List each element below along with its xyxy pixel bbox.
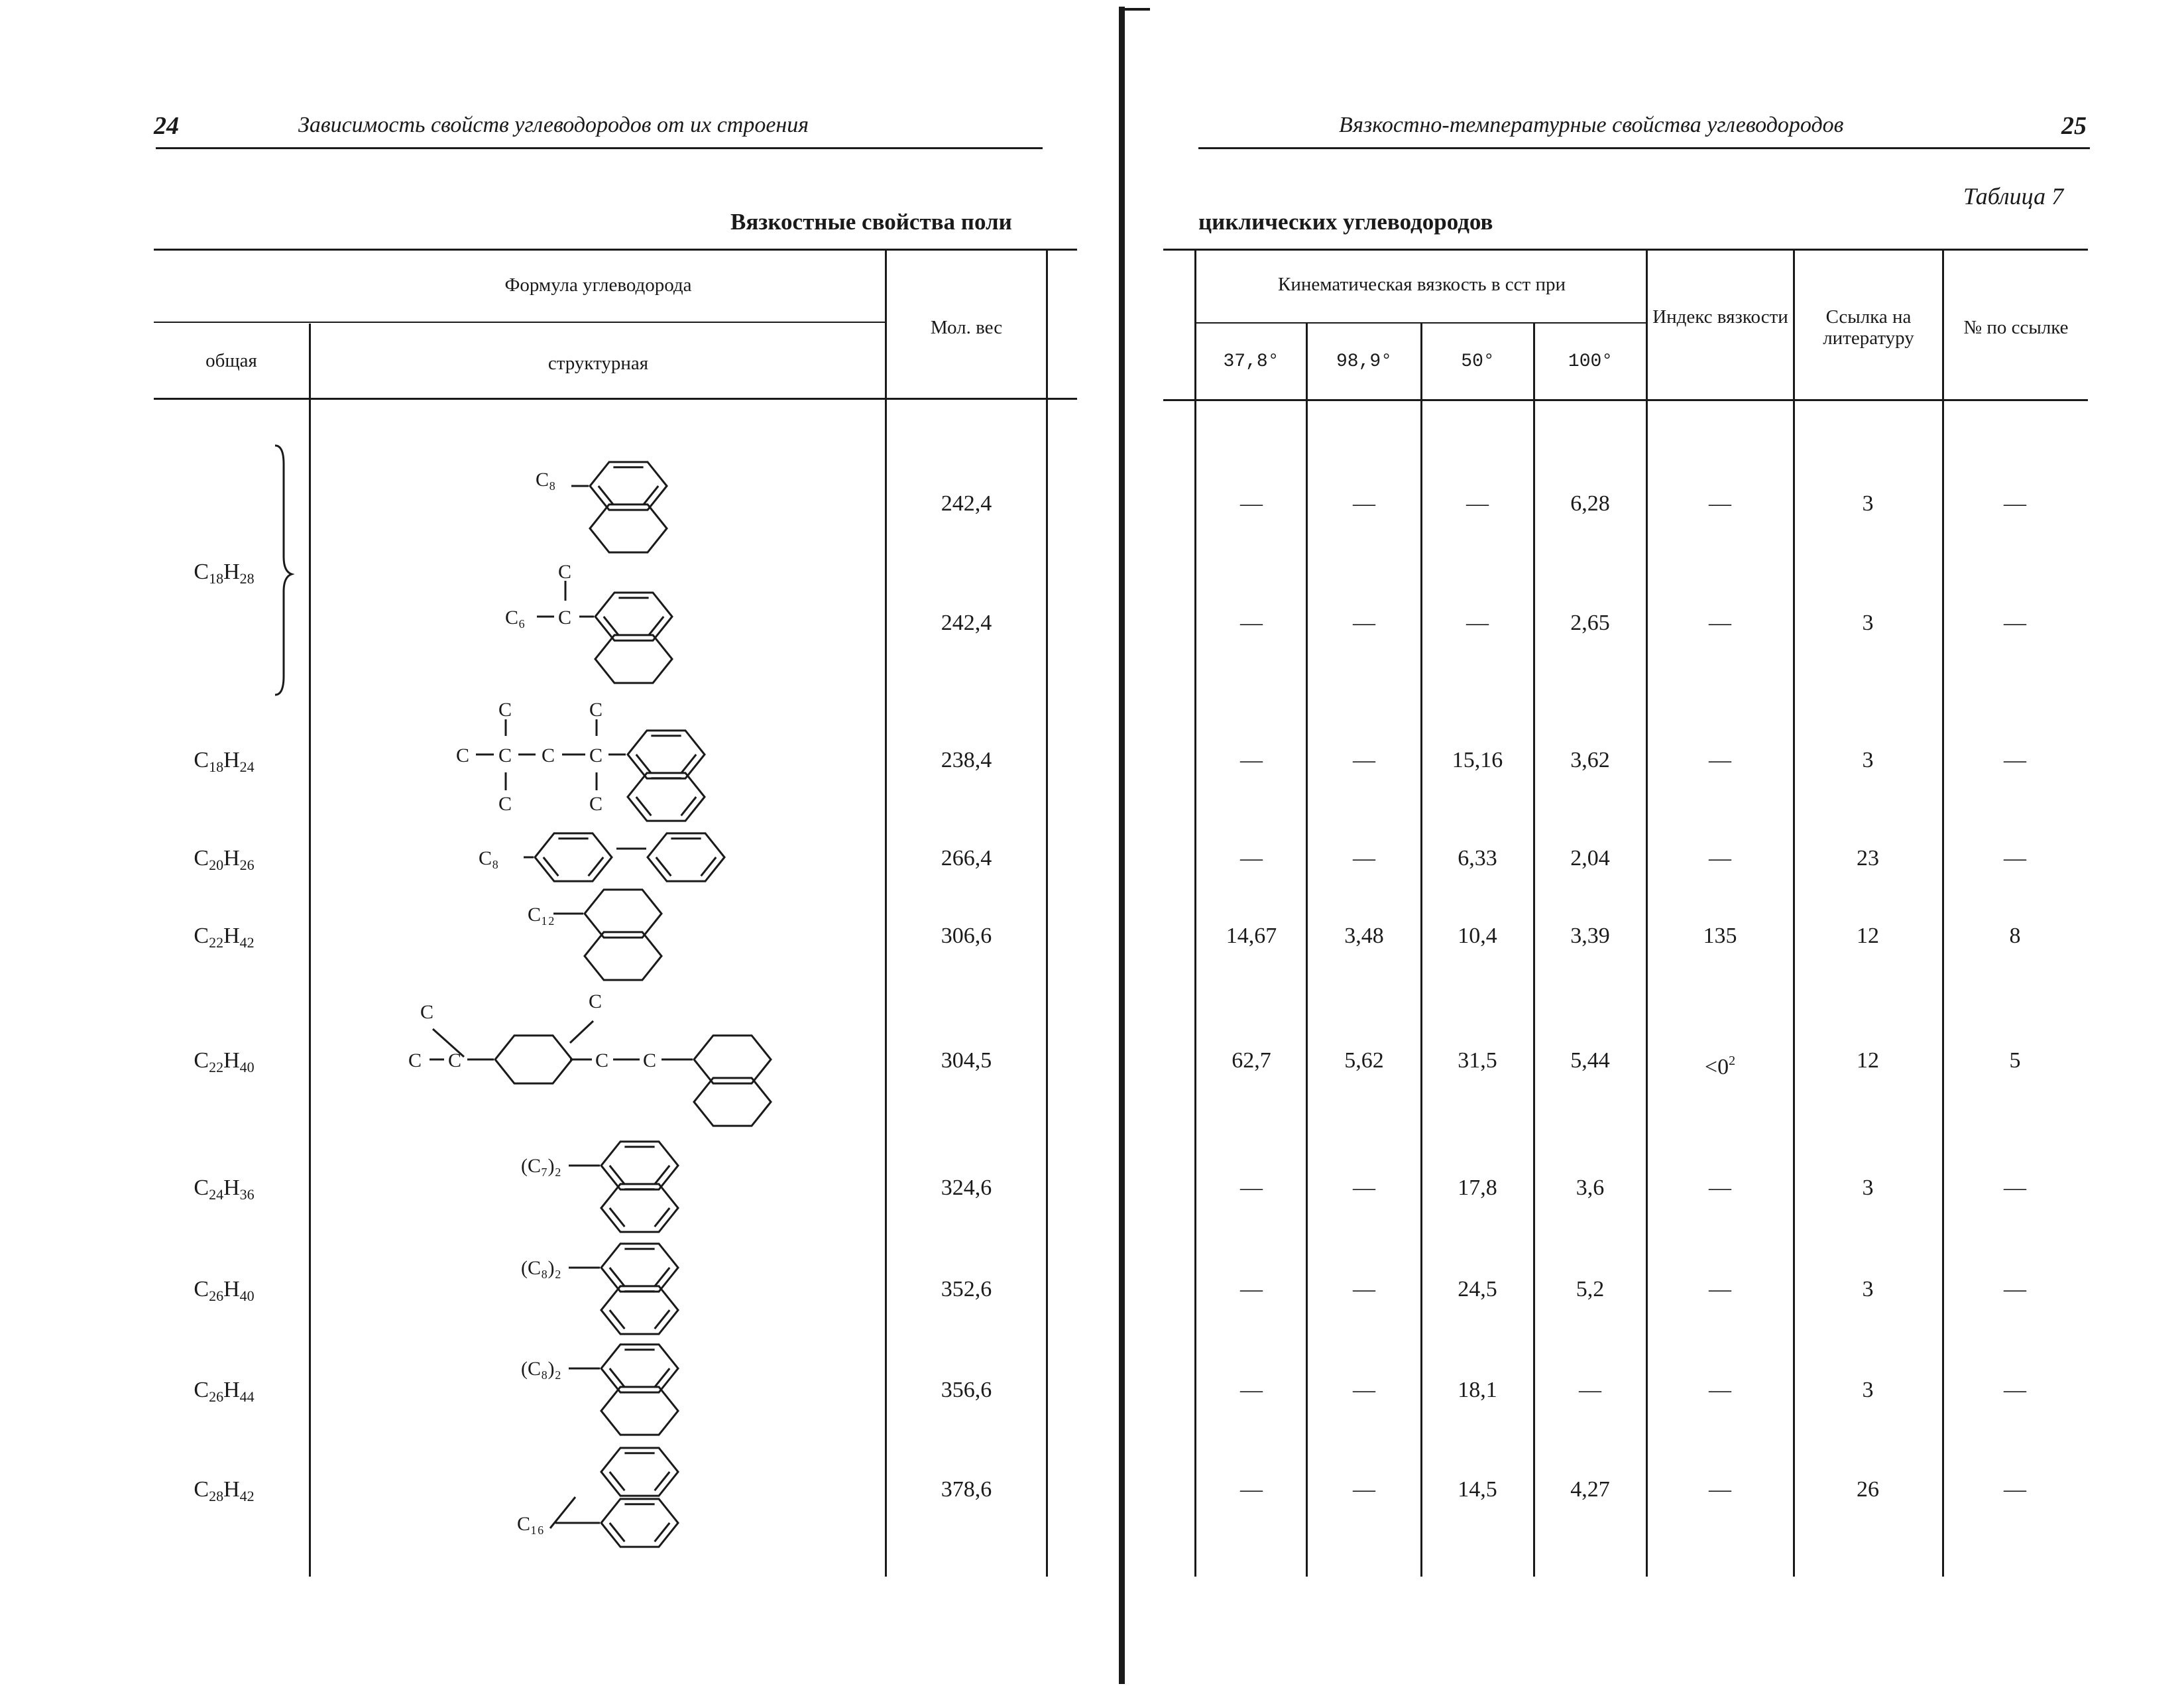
cell-refno: [1959, 610, 2071, 636]
ring-shape: [628, 731, 705, 778]
label-c8-2-r8: (C₈)₂: [521, 1257, 561, 1279]
cell-v50: [1421, 1276, 1534, 1303]
cell-value: —: [1709, 846, 1731, 871]
header-kinematic: Кинематическая вязкость в сст при: [1278, 274, 1566, 295]
cell-value: 5,62: [1344, 1048, 1384, 1073]
ring-shape: [495, 1036, 572, 1083]
cell-value: 14,5: [1458, 1477, 1497, 1502]
formula-row-1: $C_{18}H_{28}$: [194, 560, 255, 587]
label-c-r2b: C: [558, 607, 572, 629]
cell-v378: [1195, 1377, 1308, 1404]
cell-refno: [1959, 845, 2071, 872]
mw-row-4: 266,4: [941, 846, 992, 871]
cell-ref: [1811, 1276, 1924, 1303]
cell-ref: [1811, 923, 1924, 949]
cell-value: 18,1: [1458, 1378, 1497, 1402]
label-c-r3f: C: [589, 745, 603, 766]
cell-v378: [1195, 1276, 1308, 1303]
gutter-top-edge: [1120, 8, 1150, 11]
cell-value: 6,33: [1458, 846, 1497, 871]
cell-value: 3: [1862, 611, 1874, 635]
label-c-r3c: C: [456, 745, 470, 766]
label-c-r6a: C: [420, 1001, 434, 1023]
cell-refno: [1959, 1377, 2071, 1404]
cell-vi: [1664, 845, 1776, 872]
cell-v50: [1421, 923, 1534, 949]
cell-value: —: [1579, 1378, 1601, 1402]
formula-row-7: $C_{24}H_{36}$: [194, 1175, 255, 1203]
cell-v378: [1195, 923, 1308, 949]
cell-value: —: [1353, 1277, 1375, 1301]
label-c16-r10: C₁₆: [517, 1513, 544, 1535]
cell-value: —: [1240, 491, 1263, 516]
ring-shape: [694, 1036, 771, 1083]
cell-value: —: [1709, 491, 1731, 516]
cell-ref: [1811, 610, 1924, 636]
header-ref-number: № по ссылке: [1963, 317, 2069, 338]
cell-value: —: [1466, 611, 1489, 635]
ring-shape: [590, 462, 667, 510]
cell-value: —: [1353, 1477, 1375, 1502]
label-c-r6f: C: [643, 1050, 657, 1071]
cell-vi: [1664, 491, 1776, 517]
ring-shape: [601, 1448, 678, 1496]
mw-row-9: 356,6: [941, 1378, 992, 1402]
ring-shape: [694, 1078, 771, 1126]
cell-footnote: 2: [1729, 1054, 1736, 1068]
cell-value: 3: [1862, 1378, 1874, 1402]
formula-row-8: $C_{26}H_{40}$: [194, 1277, 255, 1304]
header-literature-ref: Ссылка на литературу: [1823, 306, 1914, 349]
label-c12-r5: C₁₂: [528, 904, 555, 926]
cell-refno: [1959, 923, 2071, 949]
label-c-r3d: C: [498, 745, 512, 766]
cell-v100: [1534, 845, 1646, 872]
header-temp-50: 50°: [1461, 351, 1495, 372]
cell-ref: [1811, 1476, 1924, 1503]
mw-row-3: 238,4: [941, 748, 992, 772]
formula-row-3: $C_{18}H_{24}$: [194, 748, 255, 775]
ring-shape: [601, 1387, 678, 1435]
page-number-left: 24: [154, 112, 179, 140]
col-divider-r6: [1793, 251, 1795, 1577]
cell-v100: [1534, 1175, 1646, 1201]
cell-value: —: [1240, 1477, 1263, 1502]
cell-value: —: [2004, 846, 2026, 871]
cell-value: —: [1709, 1378, 1731, 1402]
cell-vi: [1664, 923, 1776, 949]
table-title-right: циклических углеводородов: [1198, 209, 1493, 235]
label-c7-2-r7: (C₇)₂: [521, 1155, 561, 1177]
formula-row-10: $C_{28}H_{42}$: [194, 1477, 255, 1504]
head-rule-right: [1198, 147, 2090, 149]
cell-value: 10,4: [1458, 924, 1497, 948]
ring-shape: [585, 890, 661, 937]
cell-v989: [1308, 1276, 1420, 1303]
cell-vi: [1664, 1377, 1776, 1404]
cell-v50: [1421, 1048, 1534, 1074]
cell-v378: [1195, 845, 1308, 872]
ring-shape: [601, 1244, 678, 1292]
table-title-left: Вязкостные свойства поли: [730, 209, 1012, 235]
cell-value: —: [1240, 1175, 1263, 1200]
ring-shape: [590, 505, 667, 552]
cell-v989: [1308, 845, 1420, 872]
ring-shape: [595, 635, 672, 683]
cell-v989: [1308, 747, 1420, 774]
cell-value: 26: [1857, 1477, 1879, 1502]
cell-v378: [1195, 1175, 1308, 1201]
cell-value: —: [2004, 1477, 2026, 1502]
cell-value: —: [1240, 611, 1263, 635]
cell-v989: [1308, 923, 1420, 949]
header-general: общая: [205, 350, 257, 371]
cell-v989: [1308, 1175, 1420, 1201]
ring-shape: [535, 833, 612, 881]
label-c-r3b: C: [589, 699, 603, 721]
cell-value: 3,48: [1344, 924, 1384, 948]
cell-value: 3: [1862, 1277, 1874, 1301]
cell-refno: [1959, 747, 2071, 774]
cell-refno: [1959, 491, 2071, 517]
label-c6-r2: C₆: [505, 607, 526, 629]
cell-ref: [1811, 1048, 1924, 1074]
ring-shape: [601, 1499, 678, 1547]
cell-refno: [1959, 1276, 2071, 1303]
label-c-r6e: C: [595, 1050, 609, 1071]
ring-shape: [585, 932, 661, 980]
cell-refno: [1959, 1048, 2071, 1074]
cell-value: —: [1709, 611, 1731, 635]
page-number-right: 25: [2061, 112, 2087, 140]
cell-value: —: [1353, 748, 1375, 772]
cell-v989: [1308, 610, 1420, 636]
cell-v100: [1534, 923, 1646, 949]
label-c8-2-r9: (C₈)₂: [521, 1358, 561, 1380]
cell-v100: [1534, 491, 1646, 517]
formula-row-5: $C_{22}H_{42}$: [194, 924, 255, 951]
cell-value: —: [2004, 1175, 2026, 1200]
cell-value: 3: [1862, 748, 1874, 772]
book-gutter: [1119, 7, 1125, 1684]
ring-shape: [595, 593, 672, 640]
cell-ref: [1811, 845, 1924, 872]
cell-ref: [1811, 491, 1924, 517]
cell-v50: [1421, 610, 1534, 636]
cell-ref: [1811, 747, 1924, 774]
cell-refno: [1959, 1476, 2071, 1503]
cell-value: 31,5: [1458, 1048, 1497, 1073]
cell-v50: [1421, 1377, 1534, 1404]
cell-value: —: [1709, 1277, 1731, 1301]
cell-value: 5: [2009, 1048, 2021, 1073]
cell-value: 14,67: [1226, 924, 1277, 948]
cell-value: —: [1709, 1477, 1731, 1502]
cell-v100: [1534, 1476, 1646, 1503]
cell-vi: [1664, 1476, 1776, 1503]
cell-vi: [1664, 747, 1776, 774]
cell-value: 3,62: [1570, 748, 1610, 772]
cell-value: —: [1240, 1378, 1263, 1402]
cell-value: 3,6: [1576, 1175, 1605, 1200]
label-c-r3g: C: [498, 793, 512, 815]
cell-v50: [1421, 1175, 1534, 1201]
cell-v50: [1421, 1476, 1534, 1503]
mw-row-8: 352,6: [941, 1277, 992, 1301]
label-c-r6c: C: [448, 1050, 462, 1071]
cell-value: —: [2004, 1277, 2026, 1301]
cell-v378: [1195, 1476, 1308, 1503]
cell-v989: [1308, 1048, 1420, 1074]
mw-row-7: 324,6: [941, 1175, 992, 1200]
formula-row-9: $C_{26}H_{44}$: [194, 1378, 255, 1405]
table-top-rule-right: [1163, 249, 2088, 251]
cell-vi: [1664, 1175, 1776, 1201]
label-c-r6d: C: [589, 991, 603, 1012]
cell-ref: [1811, 1175, 1924, 1201]
running-head-right: Вязкостно-температурные свойства углеводородов: [1339, 113, 1844, 137]
header-bottom-rule-right: [1163, 399, 2088, 401]
label-c8-r4: C₈: [479, 847, 499, 869]
cell-value: 62,7: [1232, 1048, 1271, 1073]
cell-value: —: [1709, 748, 1731, 772]
running-head-left: Зависимость свойств углеводородов от их строения: [298, 113, 809, 137]
mw-row-1: 242,4: [941, 491, 992, 516]
cell-value: 135: [1703, 924, 1737, 948]
cell-v100: [1534, 1276, 1646, 1303]
label-c-r6b: C: [408, 1050, 422, 1071]
table-label: Таблица 7: [1963, 183, 2064, 210]
cell-value: 17,8: [1458, 1175, 1497, 1200]
ring-shape: [601, 1184, 678, 1232]
cell-vi: [1664, 1276, 1776, 1303]
cell-v100: [1534, 747, 1646, 774]
cell-value: 2,65: [1570, 611, 1610, 635]
header-temp-378: 37,8°: [1223, 351, 1279, 372]
header-temp-989: 98,9°: [1336, 351, 1392, 372]
header-temp-100: 100°: [1568, 351, 1613, 372]
cell-vi: [1664, 610, 1776, 636]
ring-shape: [648, 833, 724, 881]
cell-value: —: [1709, 1175, 1731, 1200]
cell-value: 8: [2009, 924, 2021, 948]
cell-v989: [1308, 491, 1420, 517]
cell-value: —: [1353, 1175, 1375, 1200]
cell-v989: [1308, 1377, 1420, 1404]
formula-row-6: $C_{22}H_{40}$: [194, 1048, 255, 1075]
cell-value: —: [1353, 491, 1375, 516]
header-structural: структурная: [547, 353, 649, 374]
cell-value: —: [1353, 611, 1375, 635]
label-c-r3a: C: [498, 699, 512, 721]
mw-row-10: 378,6: [941, 1477, 992, 1502]
label-c8-r1: C₈: [536, 469, 556, 491]
mw-row-2: 242,4: [941, 611, 992, 635]
cell-value: 3: [1862, 1175, 1874, 1200]
cell-value: 15,16: [1452, 748, 1503, 772]
cell-v378: [1195, 610, 1308, 636]
cell-value: —: [1353, 846, 1375, 871]
cell-value: —: [1466, 491, 1489, 516]
cell-value: —: [2004, 611, 2026, 635]
cell-v378: [1195, 491, 1308, 517]
label-c-r3h: C: [589, 793, 603, 815]
cell-v378: [1195, 1048, 1308, 1074]
cell-value: 4,27: [1570, 1477, 1610, 1502]
mw-row-5: 306,6: [941, 924, 992, 948]
cell-v378: [1195, 747, 1308, 774]
cell-ref: [1811, 1377, 1924, 1404]
formula-row-4: $C_{20}H_{26}$: [194, 846, 255, 873]
cell-value: 3,39: [1570, 924, 1610, 948]
label-c-r3e: C: [542, 745, 555, 766]
cell-v50: [1421, 845, 1534, 872]
cell-value: <0: [1704, 1055, 1729, 1079]
cell-vi: [1664, 1048, 1776, 1081]
cell-v989: [1308, 1476, 1420, 1503]
cell-value: —: [1240, 846, 1263, 871]
col-divider-r7: [1942, 251, 1944, 1577]
cell-value: 23: [1857, 846, 1879, 871]
header-viscosity-index: Индекс вязкости: [1652, 306, 1788, 328]
cell-value: —: [2004, 748, 2026, 772]
cell-v50: [1421, 747, 1534, 774]
cell-refno: [1959, 1175, 2071, 1201]
mw-row-6: 304,5: [941, 1048, 992, 1073]
cell-v100: [1534, 1377, 1646, 1404]
cell-value: —: [1240, 748, 1263, 772]
cell-value: —: [1353, 1378, 1375, 1402]
cell-value: 5,44: [1570, 1048, 1610, 1073]
cell-value: 24,5: [1458, 1277, 1497, 1301]
ring-shape: [628, 773, 705, 821]
label-c-r2: C: [558, 561, 572, 583]
ring-shape: [601, 1286, 678, 1334]
cell-value: —: [2004, 1378, 2026, 1402]
cell-value: 5,2: [1576, 1277, 1605, 1301]
cell-value: 12: [1857, 924, 1879, 948]
cell-value: 6,28: [1570, 491, 1610, 516]
ring-shape: [601, 1345, 678, 1392]
cell-v100: [1534, 1048, 1646, 1074]
ring-shape: [601, 1142, 678, 1189]
header-mol-weight: Мол. вес: [930, 317, 1003, 338]
cell-v50: [1421, 491, 1534, 517]
cell-value: —: [2004, 491, 2026, 516]
cell-value: —: [1240, 1277, 1263, 1301]
cell-value: 12: [1857, 1048, 1879, 1073]
cell-value: 3: [1862, 491, 1874, 516]
cell-value: 2,04: [1570, 846, 1610, 871]
header-formula: Формула углеводорода: [504, 274, 692, 296]
cell-v100: [1534, 610, 1646, 636]
